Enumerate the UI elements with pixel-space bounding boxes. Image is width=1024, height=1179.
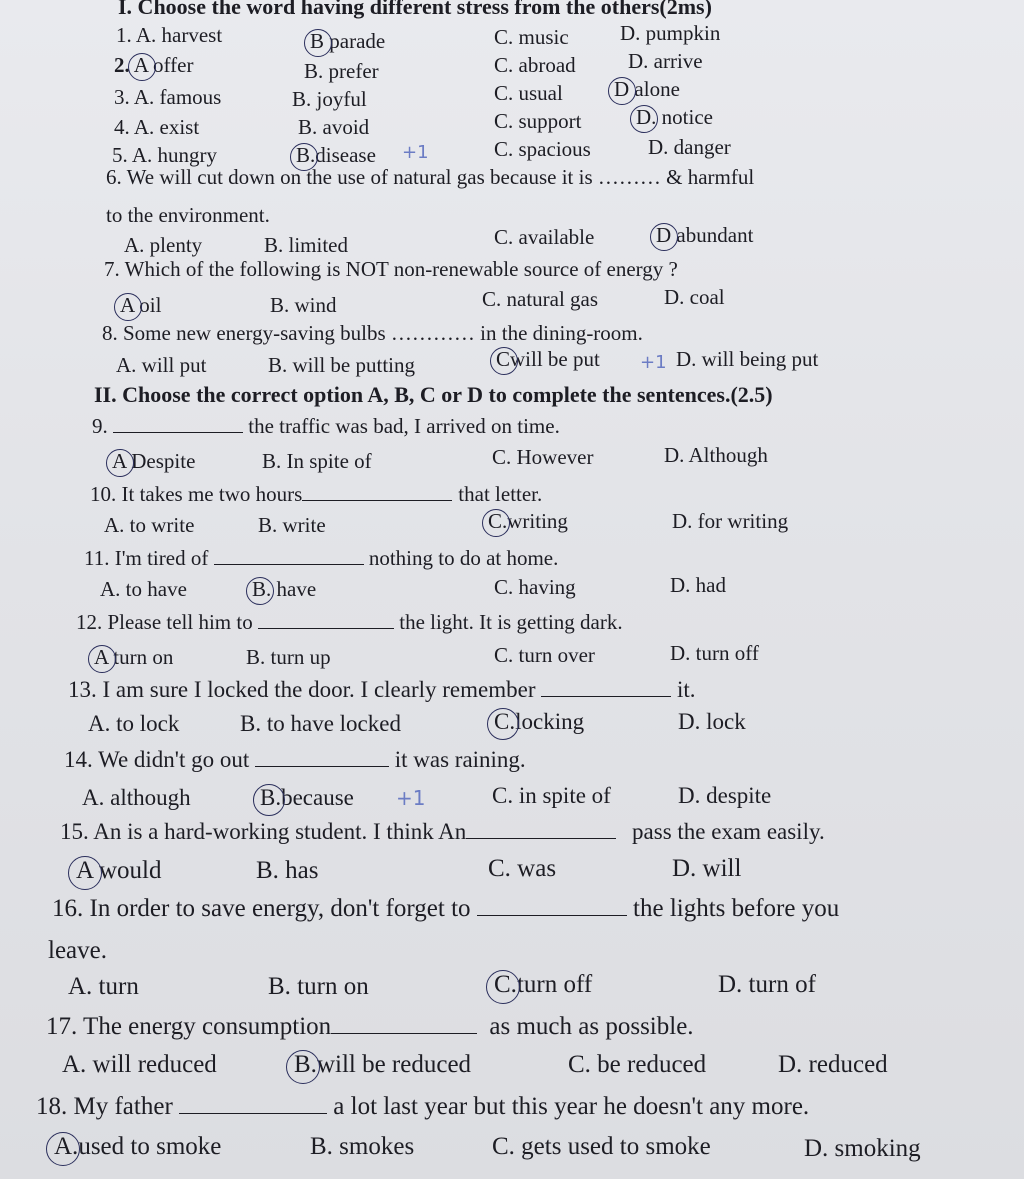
q18-circled-answer: A. (54, 1133, 79, 1160)
q4-circled-answer: D. (636, 105, 657, 129)
q7-option-c[interactable]: C. natural gas (482, 287, 599, 311)
section-2-header: II. Choose the correct option A, B, C or D to complete the sentences.(2.5) (94, 382, 773, 407)
q5-option-b[interactable]: B.disease (296, 143, 376, 167)
q14-circled-answer: B. (260, 785, 282, 810)
q3-circled-answer: D (614, 77, 630, 101)
q8-option-b[interactable]: B. will be putting (268, 353, 415, 377)
q12-option-d[interactable]: D. turn off (670, 641, 759, 665)
q15-option-c[interactable]: C. was (488, 855, 557, 882)
q6-stem-cont: to the environment. (106, 203, 270, 227)
q18-option-a[interactable]: A.used to smoke (54, 1133, 222, 1160)
q9-circled-answer: A (112, 449, 127, 473)
q4-option-c[interactable]: C. support (494, 109, 582, 133)
q17-option-d[interactable]: D. reduced (778, 1051, 888, 1078)
q12-option-c[interactable]: C. turn over (494, 643, 595, 667)
q7-option-b[interactable]: B. wind (270, 293, 337, 317)
q13-circled-answer: C. (494, 709, 516, 734)
q9-option-b[interactable]: B. In spite of (262, 449, 372, 473)
q13-option-b[interactable]: B. to have locked (240, 711, 401, 736)
q6-circled-answer: D (656, 223, 672, 247)
q15-option-a[interactable]: A would (76, 857, 162, 884)
section-1-header: I. Choose the word having different stress from the others(2ms) (118, 0, 712, 19)
q16-stem-cont: leave. (48, 937, 107, 964)
q15-stem: 15. An is a hard-working student. I think An pass the exam easily. (60, 819, 825, 844)
q15-circled-answer: A (76, 857, 93, 884)
q18-option-d[interactable]: D. smoking (804, 1135, 921, 1162)
q17-option-c[interactable]: C. be reduced (568, 1051, 707, 1078)
q12-stem: 12. Please tell him to the light. It is getting dark. (76, 610, 623, 634)
q6-option-d[interactable]: D abundant (656, 223, 754, 247)
q18-stem: 18. My father a lot last year but this year he doesn't any more. (36, 1093, 810, 1120)
q15-option-d[interactable]: D. will (672, 855, 742, 882)
q2-circled-answer: A (133, 53, 148, 77)
q14-stem: 14. We didn't go out it was raining. (64, 747, 526, 772)
q10-option-c[interactable]: C.writing (488, 509, 568, 533)
q5-circled-answer: B. (296, 143, 316, 167)
q8-stem: 8. Some new energy-saving bulbs ………… in the dining-room. (102, 321, 643, 345)
q17-circled-answer: B. (294, 1051, 317, 1078)
q14-option-d[interactable]: D. despite (678, 783, 772, 808)
q9-option-c[interactable]: C. However (492, 445, 594, 469)
q7-option-d[interactable]: D. coal (664, 285, 725, 309)
q5-option-d[interactable]: D. danger (648, 135, 731, 159)
q1-option-a: 1. A. harvest (116, 23, 223, 47)
q3-option-d[interactable]: D alone (614, 77, 680, 101)
q1-option-b[interactable]: B parade (310, 29, 386, 53)
q14-option-a[interactable]: A. although (82, 785, 191, 810)
q17-option-b[interactable]: B.will be reduced (294, 1051, 472, 1078)
q7-option-a[interactable]: A oil (120, 293, 162, 317)
q9-stem: 9. the traffic was bad, I arrived on time. (92, 414, 560, 438)
q14-option-c[interactable]: C. in spite of (492, 783, 611, 808)
q4-option-b[interactable]: B. avoid (298, 115, 370, 139)
q17-option-a[interactable]: A. will reduced (62, 1051, 217, 1078)
q7-circled-answer: A (120, 293, 135, 317)
q2-option-c[interactable]: C. abroad (494, 53, 576, 77)
q8-option-a[interactable]: A. will put (116, 353, 207, 377)
q11-option-a[interactable]: A. to have (100, 577, 187, 601)
q2-option-a[interactable]: 2. A offer (114, 53, 194, 77)
q4-option-d[interactable]: D. notice (636, 105, 713, 129)
q12-option-b[interactable]: B. turn up (246, 645, 331, 669)
q6-option-b[interactable]: B. limited (264, 233, 348, 257)
q9-option-a[interactable]: A Despite (112, 449, 196, 473)
q16-circled-answer: C. (494, 971, 517, 998)
q10-option-b[interactable]: B. write (258, 513, 326, 537)
q11-circled-answer: B. (252, 577, 272, 601)
q1-option-d[interactable]: D. pumpkin (620, 21, 721, 45)
q15-option-b[interactable]: B. has (256, 857, 319, 884)
q1-option-c[interactable]: C. music (494, 25, 569, 49)
q10-stem: 10. It takes me two hours that letter. (90, 482, 543, 506)
q13-option-c[interactable]: C.locking (494, 709, 585, 734)
q5-option-a[interactable]: 5. A. hungry (112, 143, 217, 167)
q4-option-a[interactable]: 4. A. exist (114, 115, 200, 139)
q12-option-a[interactable]: A turn on (94, 645, 174, 669)
q16-stem: 16. In order to save energy, don't forget to the lights before you (52, 895, 840, 922)
q3-option-b[interactable]: B. joyful (292, 87, 367, 111)
q5-grade-mark: +1 (402, 142, 429, 163)
q8-option-d[interactable]: D. will being put (676, 347, 819, 371)
q17-stem: 17. The energy consumption as much as possible. (46, 1013, 694, 1040)
q10-option-d[interactable]: D. for writing (672, 509, 789, 533)
q7-stem: 7. Which of the following is NOT non-renewable source of energy ? (104, 257, 678, 281)
q6-option-a[interactable]: A. plenty (124, 233, 203, 257)
q11-option-d[interactable]: D. had (670, 573, 726, 597)
q10-circled-answer: C. (488, 509, 508, 533)
q1-circled-answer: B (310, 29, 325, 53)
q10-option-a[interactable]: A. to write (104, 513, 195, 537)
q9-option-d[interactable]: D. Although (664, 443, 768, 467)
q6-stem: 6. We will cut down on the use of natural gas because it is ……… & harmful (106, 165, 755, 189)
q18-option-b[interactable]: B. smokes (310, 1133, 415, 1160)
q11-option-c[interactable]: C. having (494, 575, 576, 599)
q16-option-c[interactable]: C.turn off (494, 971, 593, 998)
q14-grade-mark: +1 (396, 786, 426, 810)
q8-circled-answer: C (496, 347, 511, 371)
q13-option-a[interactable]: A. to lock (88, 711, 180, 736)
q18-option-c[interactable]: C. gets used to smoke (492, 1133, 711, 1160)
q16-option-a[interactable]: A. turn (68, 973, 139, 1000)
q2-option-d[interactable]: D. arrive (628, 49, 703, 73)
q3-option-a[interactable]: 3. A. famous (114, 85, 222, 109)
q2-option-b[interactable]: B. prefer (304, 59, 379, 83)
q14-option-b[interactable]: B.because (260, 785, 354, 810)
q11-stem: 11. I'm tired of nothing to do at home. (84, 546, 559, 570)
q11-option-b[interactable]: B. have (252, 577, 317, 601)
q3-option-c[interactable]: C. usual (494, 81, 563, 105)
q6-option-c[interactable]: C. available (494, 225, 595, 249)
q8-grade-mark: +1 (640, 352, 667, 373)
q13-option-d[interactable]: D. lock (678, 709, 746, 734)
q8-option-c[interactable]: Cwill be put (496, 347, 600, 371)
q12-circled-answer: A (94, 645, 109, 669)
q16-option-b[interactable]: B. turn on (268, 973, 369, 1000)
q16-option-d[interactable]: D. turn of (718, 971, 816, 998)
q13-stem: 13. I am sure I locked the door. I clearly remember it. (68, 677, 696, 702)
q5-option-c[interactable]: C. spacious (494, 137, 591, 161)
